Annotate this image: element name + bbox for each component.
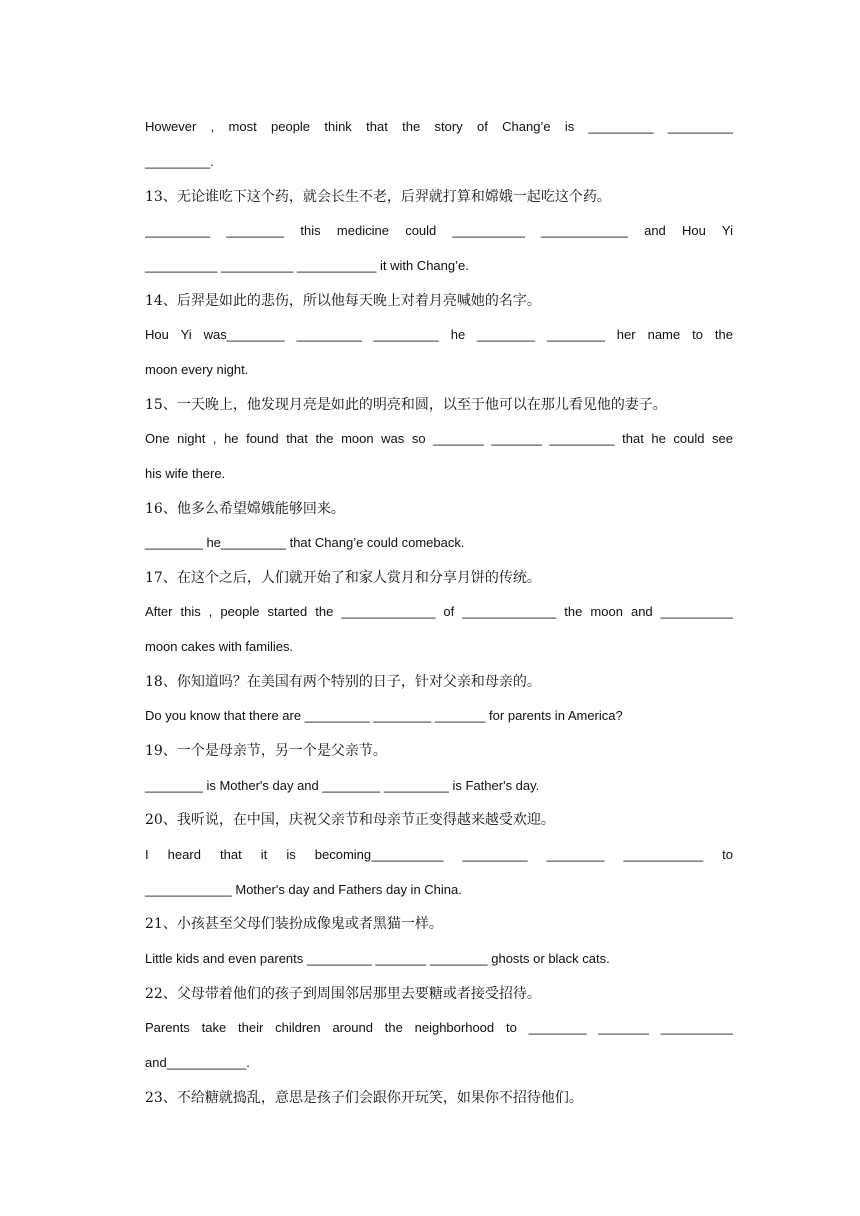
text-line: 18、你知道吗？在美国有两个特别的日子，针对父亲和母亲的。 (145, 674, 541, 690)
text-line: 21、小孩甚至父母们装扮成像鬼或者黑猫一样。 (145, 916, 443, 932)
text-line: ________ he_________ that Chang’e could comeback. (145, 535, 465, 550)
text-line: ____________ Mother's day and Fathers day in China. (145, 882, 462, 897)
text-line: 23、不给糖就捣乱，意思是孩子们会跟你开玩笑，如果你不招待他们。 (145, 1090, 583, 1106)
text-line: 19、一个是母亲节，另一个是父亲节。 (145, 743, 387, 759)
text-line: moon cakes with families. (145, 639, 294, 654)
text-line: 15、一天晚上，他发现月亮是如此的明亮和圆，以至于他可以在那儿看见他的妻子。 (145, 397, 667, 413)
text-line: 22、父母带着他们的孩子到周围邻居那里去要糖或者接受招待。 (145, 986, 541, 1002)
text-line: __________ __________ ___________ it with Chang’e. (145, 258, 469, 273)
text-line: 13、无论谁吃下这个药，就会长生不老，后羿就打算和嫦娥一起吃这个药。 (145, 189, 611, 205)
text-line: ________ is Mother's day and ________ _________ is Father's day. (145, 778, 540, 793)
text-line: Parents take their children around the neighborhood to ________ _______ __________ (145, 1020, 733, 1035)
text-line: One night , he found that the moon was so _______ _______ _________ that he could see (145, 431, 733, 446)
text-line: 14、后羿是如此的悲伤，所以他每天晚上对着月亮喊她的名字。 (145, 293, 541, 309)
text-line: However , most people think that the story of Chang’e is _________ _________ (145, 119, 733, 134)
text-line: 16、他多么希望嫦娥能够回来。 (145, 501, 345, 517)
text-line: I heard that it is becoming__________ _________ ________ ___________ to (145, 847, 733, 862)
text-line: and___________. (145, 1055, 250, 1070)
text-line: Little kids and even parents _________ _______ ________ ghosts or black cats. (145, 951, 610, 966)
text-line: Do you know that there are _________ ________ _______ for parents in America? (145, 708, 623, 723)
text-line: 17、在这个之后，人们就开始了和家人赏月和分享月饼的传统。 (145, 570, 541, 586)
text-line: _________. (145, 154, 214, 169)
text-line: moon every night. (145, 362, 249, 377)
text-line: 20、我听说，在中国，庆祝父亲节和母亲节正变得越来越受欢迎。 (145, 812, 555, 828)
text-line: _________ ________ this medicine could __________ ____________ and Hou Yi (145, 223, 733, 238)
text-line: Hou Yi was________ _________ _________ he ________ ________ her name to the (145, 327, 733, 342)
text-line: his wife there. (145, 466, 226, 481)
text-line: After this , people started the _____________ of _____________ the moon and __________ (145, 604, 733, 619)
